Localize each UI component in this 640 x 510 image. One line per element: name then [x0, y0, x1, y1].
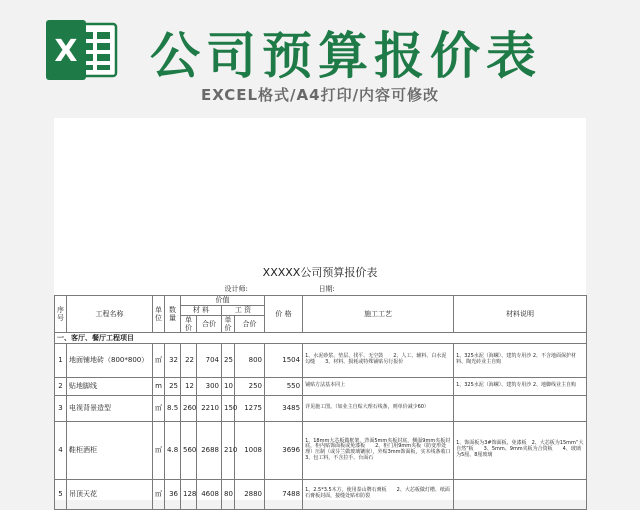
- quotation-table: [54, 284, 587, 510]
- subtitle: EXCEL格式/A4打印/内容可修改: [200, 86, 440, 104]
- header-material-total: 合价: [197, 315, 222, 332]
- header-material-unit-price: 单价: [181, 315, 197, 332]
- header-material-note: 材料说明: [454, 295, 587, 332]
- header-process: 施工工艺: [303, 295, 454, 332]
- designer-label: 设计师:: [165, 284, 303, 295]
- header-price-group: 价值: [181, 295, 265, 305]
- table-row: 2 贴地脚线 m 25 12 300 10 250 550 铺贴方法基本同上 1、325水泥（海螺）、建筑专用沙 2、地脚线业主自购: [55, 377, 587, 395]
- spreadsheet-page: [54, 118, 586, 500]
- header-price: 价 格: [265, 295, 303, 332]
- banner-header: [0, 0, 640, 118]
- table-row: 3 电视背景造型 ㎡ 8.5 260 2210 150 1275 3485 详见施工图。（如业主自贴大理石线条，则单价减少60）: [55, 395, 587, 421]
- header-labor-unit-price: 单价: [222, 315, 235, 332]
- header-material: 材 料: [181, 305, 222, 315]
- header-labor: 工 资: [222, 305, 265, 315]
- main-title: 公司预算报价表: [150, 27, 542, 85]
- header-qty: 数量: [165, 295, 181, 332]
- table-row: 5 吊顶天花 ㎡ 36 128 4608 80 2880 7488 1、2.5*3.5木方，使用泰山牌石膏板 2、大芯板做灯槽、纸面石膏板封面，接缝处贴布防裂: [55, 479, 587, 509]
- section-heading: 一、客厅、餐厅工程项目: [55, 332, 587, 343]
- header-name: 工程名称: [67, 295, 153, 332]
- header-labor-total: 合价: [235, 315, 265, 332]
- header-unit: 单位: [153, 295, 165, 332]
- table-row: 4 鞋柜酒柜 ㎡ 4.8 560 2688 210 1008 3696 1、18mm大芯板做框架，背面5mm夹板封底，侧面9mm夹板封底，柜内贴饰面板或免漆板 2、柜门用9mm夹板（防变形处理）压制（或芬兰做玻璃镶嵌），外贴3mm饰面板，实木线条收口 3、包工料，不含拉手、台面石 1、饰面板为3#饰面板、免漆板 2、大芯板为15mm“大自然”板 3、5mm、9mm夹板为合资板 4、玻璃为5厘、8厘玻璃: [55, 421, 587, 479]
- document-title: XXXXX公司预算报价表: [262, 266, 378, 279]
- svg-text:X: X: [54, 34, 78, 69]
- table-row: 1 地面铺地砖（800*800） ㎡ 32 22 704 25 800 1504 1、水泥砂浆、垫层、找平、无空鼓 2、人工、辅料、白水泥勾缝 3、材料、损耗或特殊铺贴另行报价 1、325水泥（海螺）、建筑专用沙 2、不含地面保护材料、陶光砖业主自购: [55, 343, 587, 377]
- header-no: 序号: [55, 295, 67, 332]
- date-label: 日期:: [303, 284, 587, 295]
- excel-logo-icon: [44, 20, 118, 80]
